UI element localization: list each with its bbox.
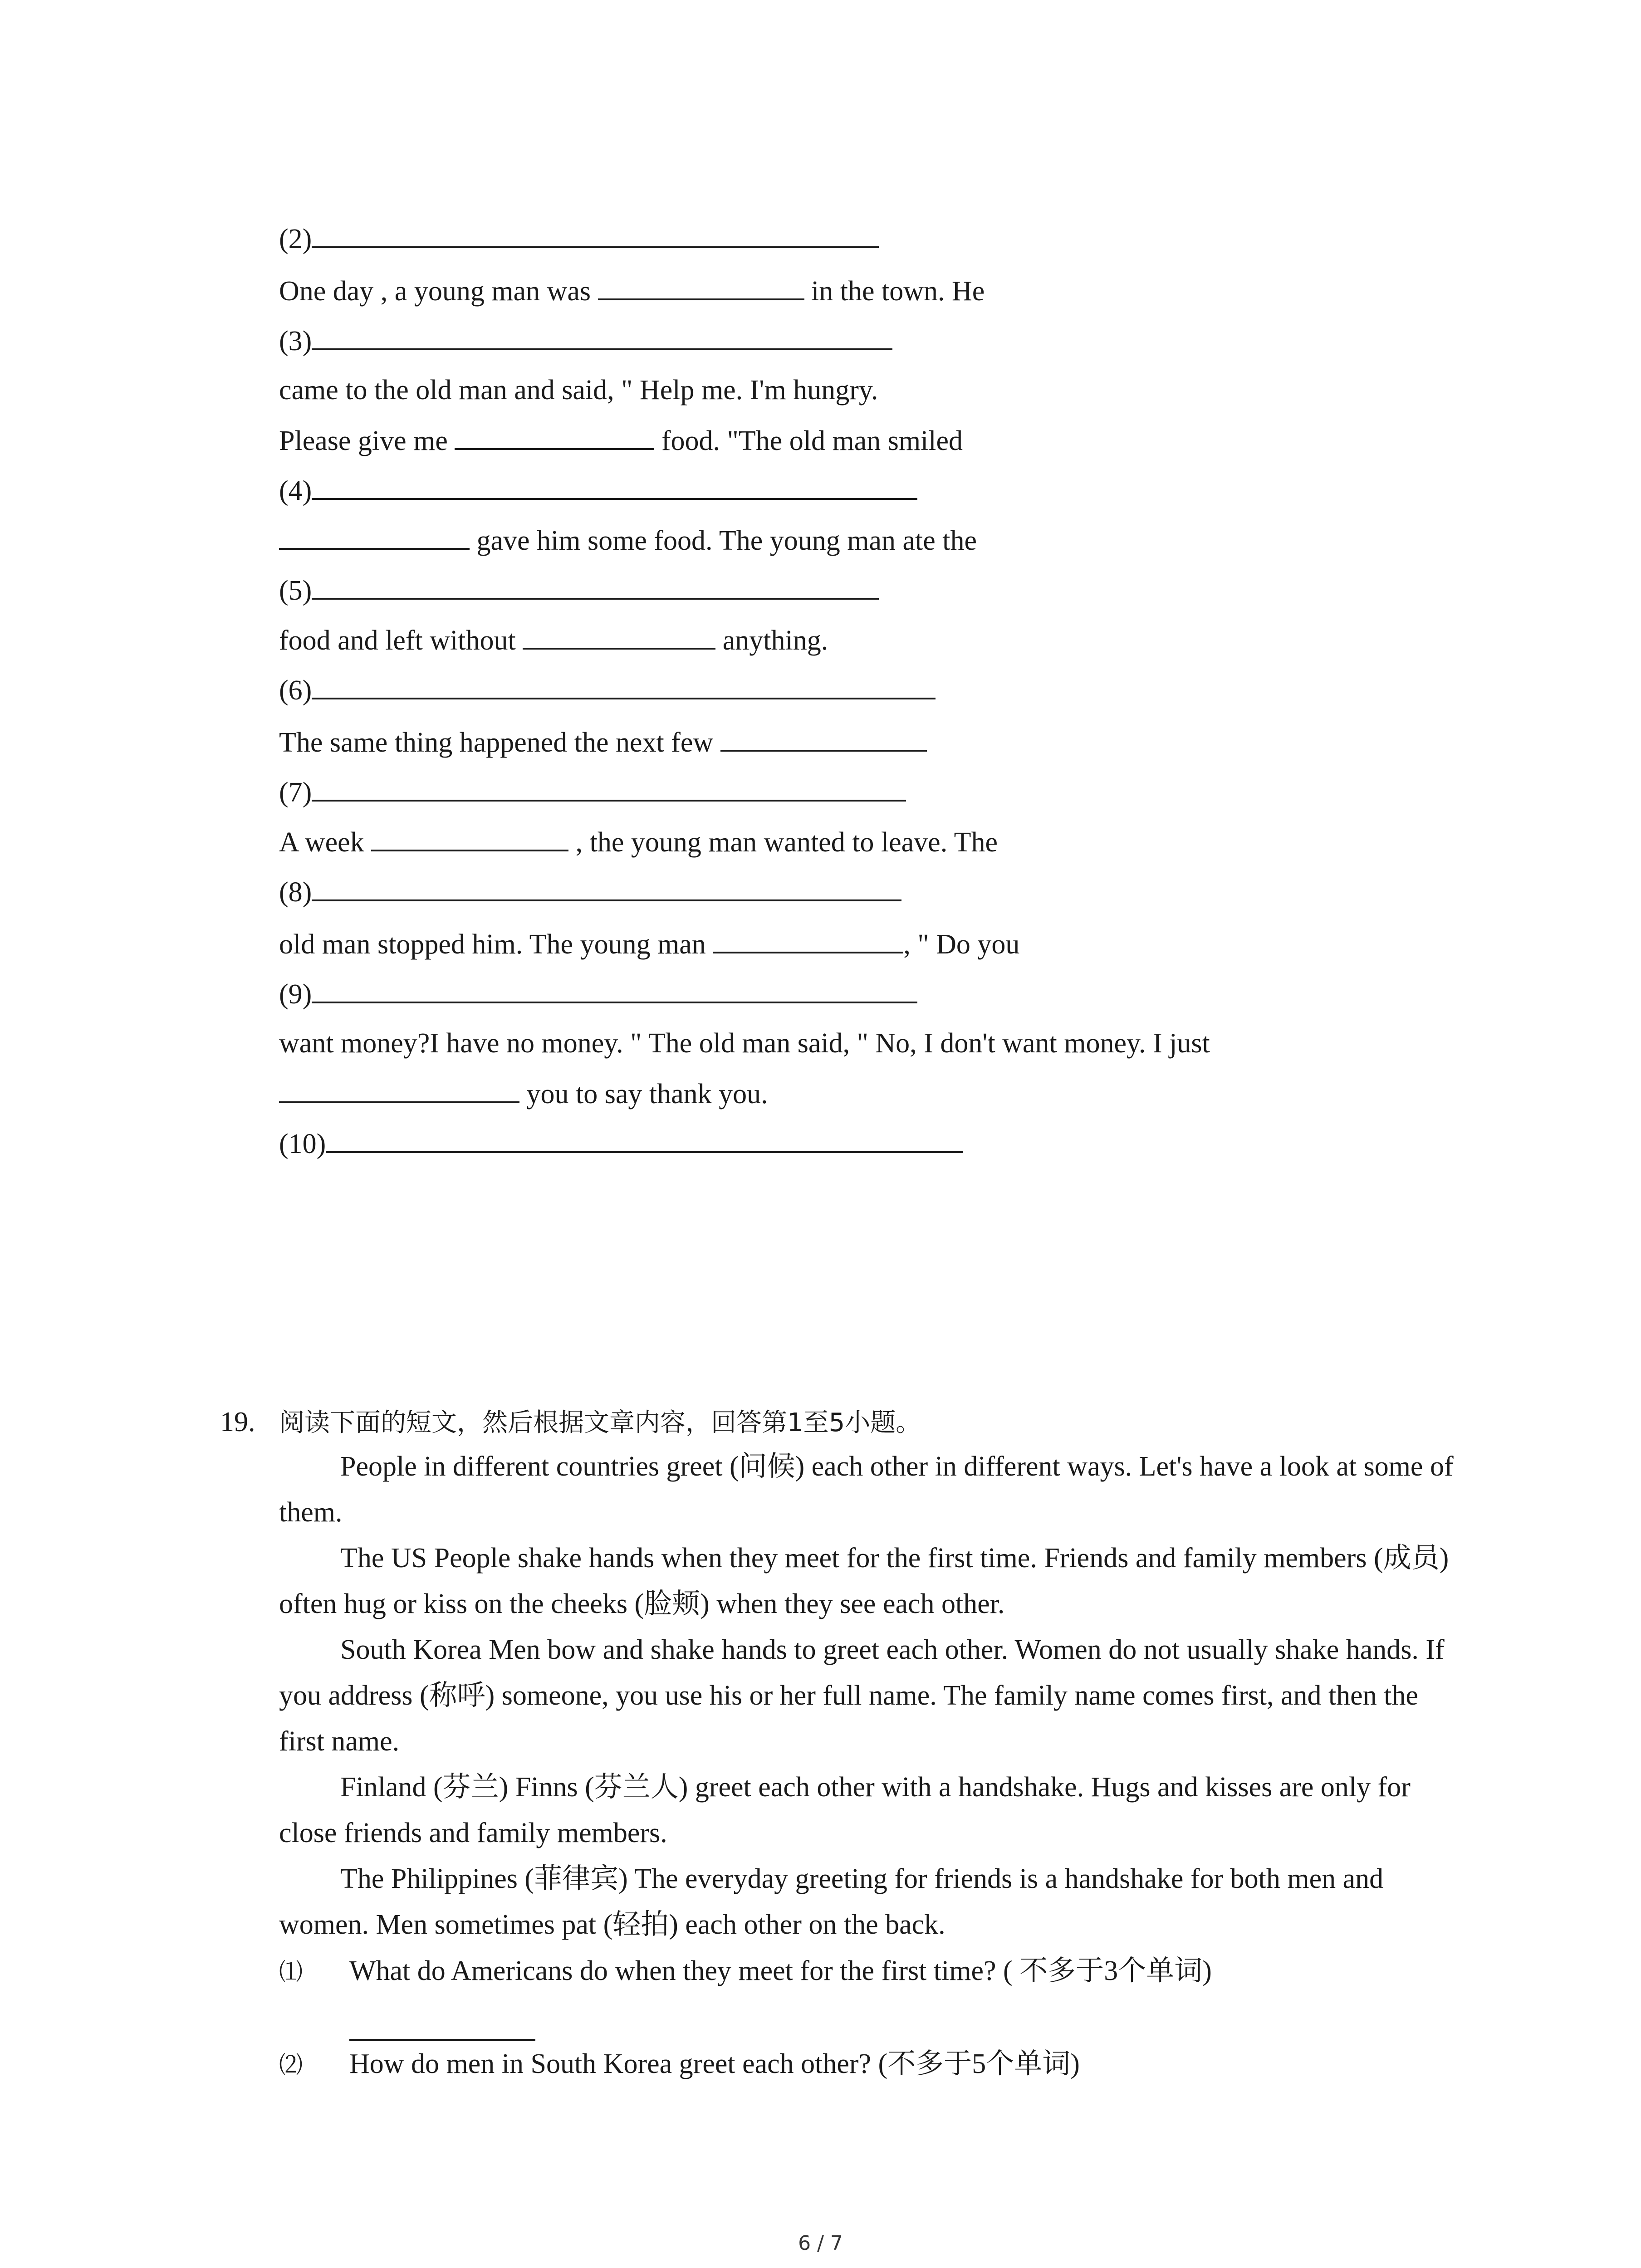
answer-blank[interactable] (312, 472, 917, 500)
page-number: 6 / 7 (798, 2232, 843, 2255)
answer-blank[interactable] (312, 873, 901, 901)
blank-line-4: (4) (279, 472, 917, 508)
blank-line-3: (3) (279, 322, 892, 358)
question-instruction: 阅读下面的短文，然后根据文章内容，回答第1至5小题。 (279, 1408, 921, 1437)
answer-blank[interactable] (713, 925, 903, 953)
subquestion-mark: ⑵ (279, 2052, 303, 2079)
blank-line-10: (10) (279, 1125, 963, 1161)
text-line: A week , the young man wanted to leave. The (279, 823, 998, 860)
answer-blank[interactable] (720, 723, 927, 752)
passage-paragraph: People in different countries greet (问候) each other in different ways. Let's have a look at some of them. (279, 1451, 1454, 1528)
blank-line-7: (7) (279, 773, 906, 810)
answer-blank[interactable] (312, 975, 917, 1003)
question-19-heading (220, 1404, 921, 1441)
subquestion-1: ⑴ What do Americans do when they meet for the first time? ( 不多于3个单词) (279, 1953, 1212, 1990)
answer-blank[interactable] (326, 1125, 963, 1153)
blank-line-2: (2) (279, 220, 879, 256)
text-line: gave him some food. The young man ate the (279, 522, 977, 558)
answer-blank[interactable] (371, 823, 568, 851)
passage-paragraph: South Korea Men bow and shake hands to greet each other. Women do not usually shake hands. If you address (称呼) someone, you use his or her full name. The family name comes first, and then the first name. (279, 1634, 1445, 1757)
answer-blank[interactable] (312, 220, 879, 248)
passage-paragraph: Finland (芬兰) Finns (芬兰人) greet each other with a handshake. Hugs and kisses are only for close friends and family members. (279, 1772, 1411, 1848)
text-line: Please give me food. "The old man smiled (279, 422, 963, 458)
text-line: came to the old man and said, " Help me. I'm hungry. (279, 375, 878, 406)
text-line: old man stopped him. The young man , " Do you (279, 925, 1019, 962)
answer-blank[interactable] (312, 322, 892, 350)
text-line: The same thing happened the next few (279, 723, 927, 760)
question-number: 19. (220, 1407, 255, 1437)
blank-line-8: (8) (279, 873, 901, 909)
blank-line-9: (9) (279, 975, 917, 1012)
passage-paragraph: The Philippines (菲律宾) The everyday greeting for friends is a handshake for both men and women. Men sometimes pat (轻拍) each other on the back. (279, 1863, 1384, 1940)
text-line: you to say thank you. (279, 1075, 768, 1111)
answer-blank[interactable] (455, 422, 654, 450)
answer-blank[interactable] (312, 773, 906, 802)
text-line: food and left without anything. (279, 621, 828, 658)
answer-blank[interactable] (598, 272, 804, 300)
blank-line-5: (5) (279, 572, 879, 608)
subquestion-2: ⑵ How do men in South Korea greet each other? (不多于5个单词) (279, 2046, 1080, 2083)
answer-blank[interactable] (312, 572, 879, 600)
answer-blank-1[interactable] (349, 2012, 535, 2041)
text-line: One day , a young man was in the town. He (279, 272, 985, 308)
answer-blank[interactable] (312, 671, 936, 699)
answer-blank[interactable] (279, 1075, 519, 1103)
answer-blank[interactable] (279, 522, 470, 550)
text-line: want money?I have no money. " The old man said, " No, I don't want money. I just (279, 1028, 1210, 1059)
blank-line-6: (6) (279, 671, 936, 708)
answer-blank[interactable] (523, 621, 715, 650)
passage-paragraph: The US People shake hands when they meet for the first time. Friends and family members (成员) often hug or kiss on the cheeks (脸颊) when they see each other. (279, 1543, 1449, 1619)
subquestion-mark: ⑴ (279, 1959, 303, 1986)
